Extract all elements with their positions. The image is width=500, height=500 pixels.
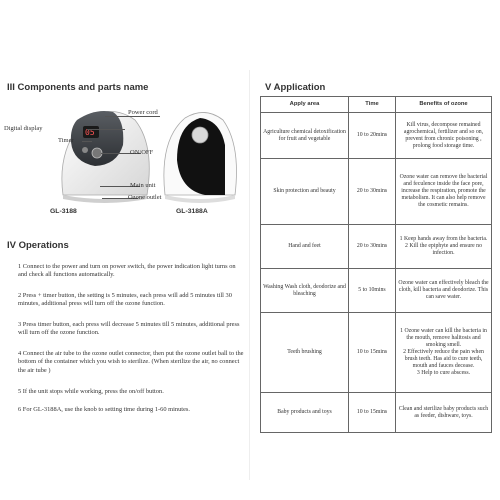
application-table bbox=[260, 96, 492, 433]
operations-heading: IV Operations bbox=[7, 240, 69, 251]
cell-area: Baby products and toys bbox=[261, 393, 349, 433]
column-header-apply-area: Apply area bbox=[261, 97, 349, 113]
table-row bbox=[261, 393, 492, 433]
column-divider bbox=[249, 70, 250, 480]
table-row bbox=[261, 313, 492, 393]
cell-area: Hand and feet bbox=[261, 225, 349, 269]
operation-step-6: 6 For GL-3188A, use the knob to setting time during 1-60 minutes. bbox=[18, 406, 190, 413]
label-on-off: ON/OFF bbox=[130, 149, 154, 156]
operation-step-2: 2 Press + timer button, the setting is 5 minutes, each press will add 5 minutes till 30 minutes, additional press will turn off the ozone function. bbox=[18, 292, 232, 308]
cell-benefit: 1 Ozone water can kill the bacteria in the mouth, remove halitosis and smoking smell. 2 Effectively reduce the pain when brush teeth. Has aid to cure teeth, mouth and fauces decease. 3 Help to cure abscess. bbox=[396, 313, 492, 393]
application-heading: V Application bbox=[265, 82, 326, 93]
leader-timer bbox=[82, 141, 92, 142]
leader-digital-display bbox=[87, 129, 125, 130]
device-gl3188 bbox=[62, 111, 149, 203]
cell-time: 20 to 30mins bbox=[349, 159, 396, 225]
model-gl3188: GL-3188 bbox=[50, 208, 77, 215]
table-row bbox=[261, 225, 492, 269]
cell-time: 10 to 15mins bbox=[349, 393, 396, 433]
cell-area: Skin protection and beauty bbox=[261, 159, 349, 225]
cell-benefit: Ozone water can effectively bleach the cloth, kill bacteria and deodorize. This can save water. bbox=[396, 269, 492, 313]
components-heading: III Components and parts name bbox=[7, 82, 149, 93]
cell-time: 5 to 10mins bbox=[349, 269, 396, 313]
label-digital-display: Digital display bbox=[4, 125, 43, 132]
cell-benefit: Ozone water can remove the bacterial and feculence inside the face pore, increase the respiration, promote the metabolism. It can also help remove the cosmetic remains. bbox=[396, 159, 492, 225]
table-header-row bbox=[261, 97, 492, 113]
device-illustrations bbox=[55, 100, 245, 220]
cell-benefit: 1 Keep hands away from the bacteria. 2 Kill the epiphyte and ensure no infection. bbox=[396, 225, 492, 269]
operation-step-3: 3 Press timer button, each press will decrease 5 minutes till 5 minutes, additional press will turn off the ozone function. bbox=[18, 321, 240, 337]
table-row bbox=[261, 159, 492, 225]
cell-area: Teeth brushing bbox=[261, 313, 349, 393]
leader-power-cord bbox=[105, 116, 160, 117]
cell-benefit: Kill virus, decompose remained agrochemical, fertilizer and so on, prevent from chronic poisoning , prolong food storage time. bbox=[396, 113, 492, 159]
label-power-cord: Power cord bbox=[128, 109, 158, 116]
operation-step-4: 4 Connect the air tube to the ozone outlet connector, then put the ozone outlet ball to the bottom of the container which you wish to sterilize. (When sterilize the air, no connect the air tube ) bbox=[18, 350, 244, 374]
label-main-unit: Main unit bbox=[130, 182, 156, 189]
label-timer: Timer bbox=[58, 137, 74, 144]
column-header-time: Time bbox=[349, 97, 396, 113]
table-row bbox=[261, 269, 492, 313]
column-header-benefits: Benefits of ozone bbox=[396, 97, 492, 113]
label-ozone-outlet: Ozone outlet bbox=[128, 194, 162, 201]
cell-time: 10 to 15mins bbox=[349, 313, 396, 393]
digital-display-value: 05 bbox=[85, 128, 95, 137]
cell-benefit: Clean and sterilize baby products such as feeder, dishware, toys. bbox=[396, 393, 492, 433]
cell-time: 10 to 20mins bbox=[349, 113, 396, 159]
cell-area: Agriculture chemical detoxification for fruit and vegetable bbox=[261, 113, 349, 159]
operation-step-5: 5 If the unit stops while working, press the on/off button. bbox=[18, 388, 164, 395]
cell-area: Washing Wash cloth, deodorize and bleaching bbox=[261, 269, 349, 313]
model-gl3188a: GL-3188A bbox=[176, 208, 208, 215]
operation-step-1: 1 Connect to the power and turn on power switch, the power indication light turns on and check all functions automatically. bbox=[18, 263, 236, 279]
cell-time: 20 to 30mins bbox=[349, 225, 396, 269]
device-gl3188a bbox=[164, 112, 237, 203]
table-row bbox=[261, 113, 492, 159]
